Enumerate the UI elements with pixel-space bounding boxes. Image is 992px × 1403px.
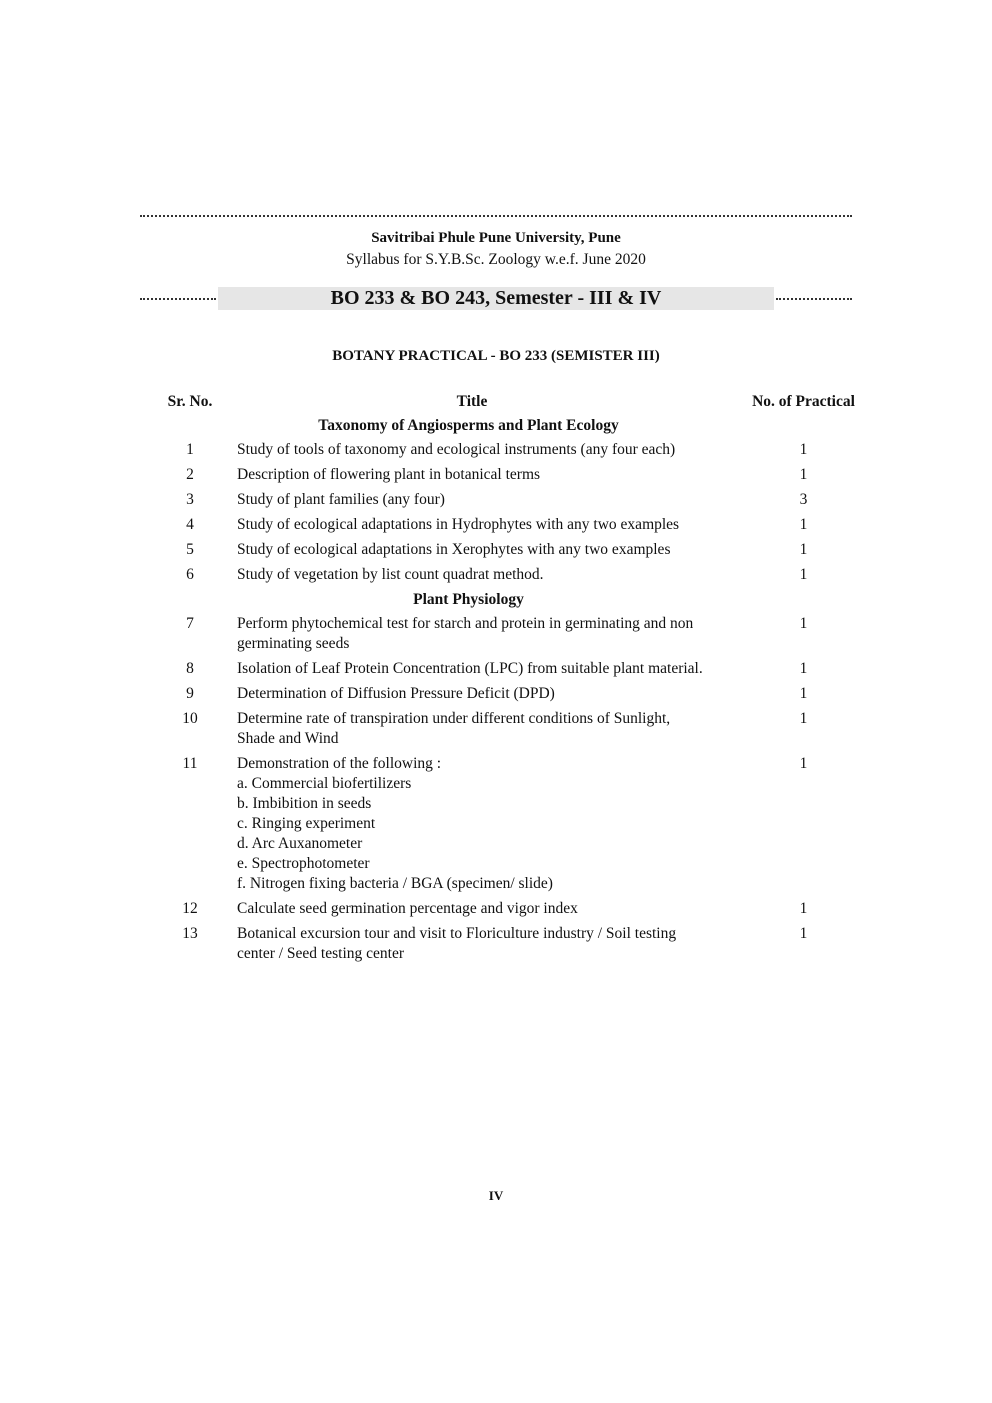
page-number: IV — [488, 1188, 504, 1203]
list-item: a. Commercial biofertilizers — [237, 775, 412, 792]
row-sr: 1 — [186, 441, 194, 458]
row-title: Study of ecological adaptations in Xerophytes with any two examples — [237, 541, 671, 558]
row-count: 1 — [799, 710, 808, 727]
row-sr: 4 — [186, 516, 194, 533]
table-row — [150, 515, 900, 540]
row-count: 1 — [799, 755, 808, 772]
list-item: e. Spectrophotometer — [237, 855, 370, 872]
col-header-sr: Sr. No. — [167, 393, 213, 410]
table-row — [150, 684, 900, 709]
row-count: 1 — [799, 925, 808, 942]
row-count: 1 — [799, 660, 808, 677]
table-row — [150, 565, 900, 590]
table-row — [150, 540, 900, 565]
row-title-with-list — [230, 754, 707, 899]
table-row — [150, 614, 900, 659]
table-header-row — [150, 392, 900, 416]
table-row — [150, 490, 900, 515]
table-row — [150, 440, 900, 465]
row-sr: 9 — [186, 685, 194, 702]
row-title: Botanical excursion tour and visit to Floriculture industry / Soil testing center / Seed testing center — [237, 925, 677, 962]
row-count: 1 — [799, 685, 808, 702]
row-sr: 6 — [186, 566, 194, 583]
row-title: Determine rate of transpiration under different conditions of Sunlight, Shade and Wind — [237, 710, 671, 747]
top-dotted-rule — [140, 215, 852, 217]
row-title: Calculate seed germination percentage and vigor index — [237, 900, 578, 917]
row-title: Perform phytochemical test for starch and protein in germinating and non germinating seeds — [237, 615, 694, 652]
syllabus-line: Syllabus for S.Y.B.Sc. Zoology w.e.f. June 2020 — [346, 251, 646, 268]
table-row — [150, 709, 900, 754]
group-row-physiology — [150, 590, 900, 614]
row-title: Isolation of Leaf Protein Concentration (LPC) from suitable plant material. — [237, 660, 703, 677]
row-count: 1 — [799, 541, 808, 558]
row-title: Study of ecological adaptations in Hydrophytes with any two examples — [237, 516, 680, 533]
table-row — [150, 899, 900, 924]
list-item: d. Arc Auxanometer — [237, 835, 363, 852]
list-item: b. Imbibition in seeds — [237, 795, 372, 812]
table-row — [150, 465, 900, 490]
row-sr: 3 — [186, 491, 194, 508]
band-left-dotted-rule — [140, 298, 216, 300]
row-sr: 13 — [182, 925, 198, 942]
row-count: 1 — [799, 615, 808, 632]
row-sr: 7 — [186, 615, 194, 632]
row-title: Study of tools of taxonomy and ecological instruments (any four each) — [237, 441, 676, 458]
row-count: 1 — [799, 516, 808, 533]
table-row — [150, 659, 900, 684]
row-sr: 8 — [186, 660, 194, 677]
group-heading-taxonomy: Taxonomy of Angiosperms and Plant Ecology — [318, 417, 619, 434]
section-title: BOTANY PRACTICAL - BO 233 (SEMISTER III) — [332, 348, 660, 364]
band-right-dotted-rule — [776, 298, 852, 300]
list-item: c. Ringing experiment — [237, 815, 376, 832]
row-title: Study of vegetation by list count quadrat method. — [237, 566, 544, 583]
row-count: 1 — [799, 466, 808, 483]
row-title: Demonstration of the following : — [237, 755, 442, 772]
row-title: Description of flowering plant in botanical terms — [237, 466, 541, 483]
table-row — [150, 924, 900, 969]
row-sr: 5 — [186, 541, 194, 558]
practical-table — [150, 392, 900, 969]
table-row — [150, 754, 900, 899]
list-item: f. Nitrogen fixing bacteria / BGA (specimen/ slide) — [237, 875, 553, 892]
course-band: BO 233 & BO 243, Semester - III & IV — [218, 287, 774, 310]
col-header-title: Title — [456, 393, 488, 410]
row-count: 1 — [799, 566, 808, 583]
row-sr: 2 — [186, 466, 194, 483]
row-title: Determination of Diffusion Pressure Deficit (DPD) — [237, 685, 555, 702]
group-heading-physiology: Plant Physiology — [413, 591, 524, 608]
row-title: Study of plant families (any four) — [237, 491, 445, 508]
row-sr: 11 — [182, 755, 198, 772]
row-count: 1 — [799, 441, 808, 458]
row-count: 1 — [799, 900, 808, 917]
row-sr: 12 — [182, 900, 198, 917]
university-name: Savitribai Phule Pune University, Pune — [371, 230, 621, 246]
row-count: 3 — [799, 491, 808, 508]
group-row-taxonomy — [150, 416, 900, 440]
col-header-no: No. of Practical — [752, 393, 855, 410]
demonstration-list — [237, 774, 707, 894]
row-sr: 10 — [182, 710, 198, 727]
